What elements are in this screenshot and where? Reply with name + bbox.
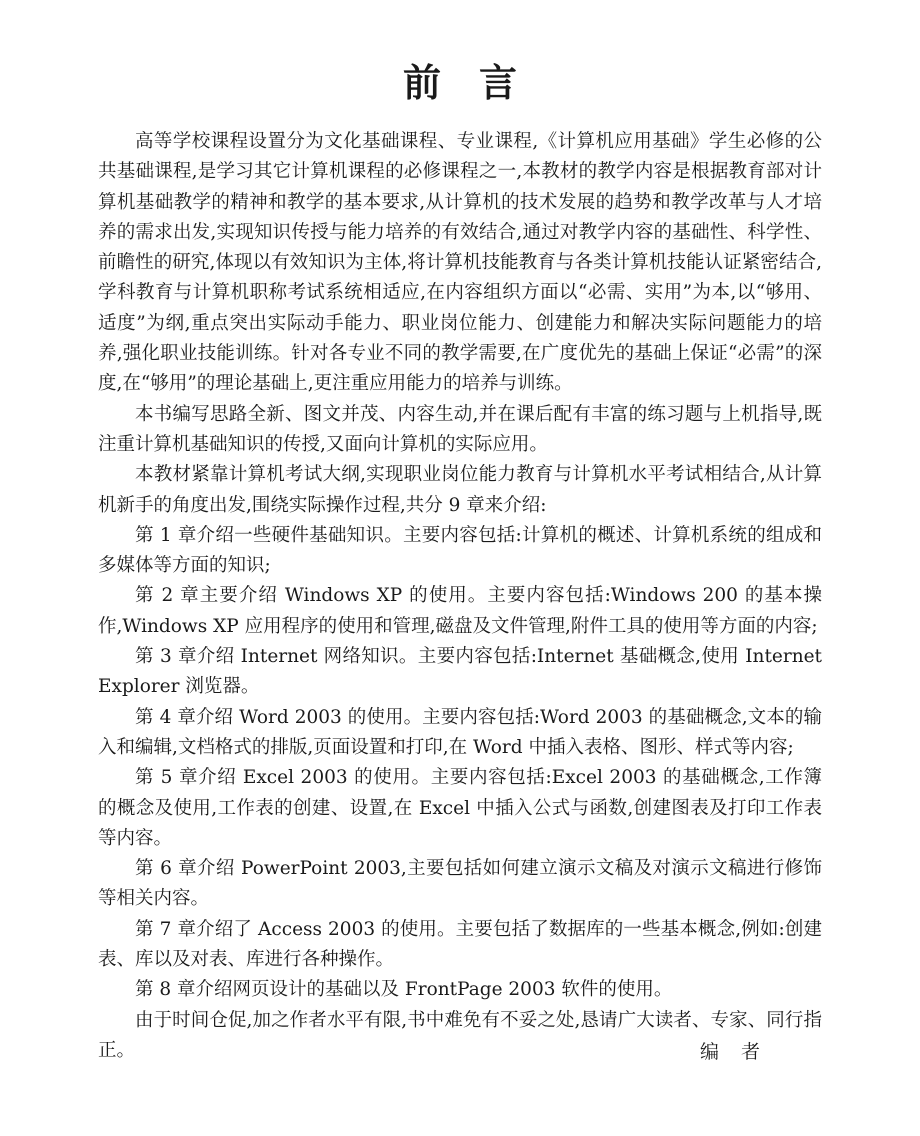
paragraph-intro: 高等学校课程设置分为文化基础课程、专业课程,《计算机应用基础》学生必修的公共基础课程,是学习其它计算机课程的必修课程之一,本教材的教学内容是根据教育部对计算机基础教学的精神和教学的基本要求,从计算机的技术发展的趋势和教学改革与人才培养的需求出发,实现知识传授与能力培养的有效结合,通过对教学内容的基础性、科学性、前瞻性的研究,体现以有效知识为主体,将计算机技能教育与各类计算机技能认证紧密结合,学科教育与计算机职称考试系统相适应,在内容组织方面以“必需、实用”为本,以“够用、适度”为纲,重点突出实际动手能力、职业岗位能力、创建能力和解决实际问题能力的培养,强化职业技能训练。针对各专业不同的教学需要,在广度优先的基础上保证“必需”的深度,在“够用”的理论基础上,更注重应用能力的培养与训练。 [98, 131, 822, 395]
paragraph-structure: 本教材紧靠计算机考试大纲,实现职业岗位能力教育与计算机水平考试相结合,从计算机新手的角度出发,围绕实际操作过程,共分 9 章来介绍: [98, 464, 822, 516]
paragraph-chapter-1: 第 1 章介绍一些硬件基础知识。主要内容包括:计算机的概述、计算机系统的组成和多媒体等方面的知识; [98, 524, 822, 577]
paragraph-chapter-6: 第 6 章介绍 PowerPoint 2003,主要包括如何建立演示文稿及对演示文稿进行修饰等相关内容。 [98, 858, 822, 910]
paragraph-chapter-2: 第 2 章主要介绍 Windows XP 的使用。主要内容包括:Windows 200 的基本操作,Windows XP 应用程序的使用和管理,磁盘及文件管理,附件工具的使用等方面的内容; [98, 585, 822, 637]
paragraph-chapter-7: 第 7 章介绍了 Access 2003 的使用。主要包括了数据库的一些基本概念,例如:创建表、库以及对表、库进行各种操作。 [98, 918, 822, 971]
paragraph-chapter-4: 第 4 章介绍 Word 2003 的使用。主要内容包括:Word 2003 的基础概念,文本的输入和编辑,文档格式的排版,页面设置和打印,在 Word 中插入表格、图形、样式等内容; [98, 706, 822, 758]
author-signature: 编者 [700, 1041, 783, 1063]
paragraph-chapter-3: 第 3 章介绍 Internet 网络知识。主要内容包括:Internet 基础概念,使用 Internet Explorer 浏览器。 [98, 646, 822, 698]
page-title: 前言 [402, 61, 555, 105]
paragraph-book-features: 本书编写思路全新、图文并茂、内容生动,并在课后配有丰富的练习题与上机指导,既注重计算机基础知识的传授,又面向计算机的实际应用。 [98, 403, 822, 455]
paragraph-chapter-8: 第 8 章介绍网页设计的基础以及 FrontPage 2003 软件的使用。 [135, 979, 673, 1001]
paragraph-chapter-5: 第 5 章介绍 Excel 2003 的使用。主要内容包括:Excel 2003 的基础概念,工作簿的概念及使用,工作表的创建、设置,在 Excel 中插入公式与函数,创建图表及打印工作表等内容。 [98, 767, 822, 849]
paragraph-closing: 由于时间仓促,加之作者水平有限,书中难免有不妥之处,恳请广大读者、专家、同行指正。 [98, 1009, 822, 1061]
preface-body [98, 127, 822, 1066]
